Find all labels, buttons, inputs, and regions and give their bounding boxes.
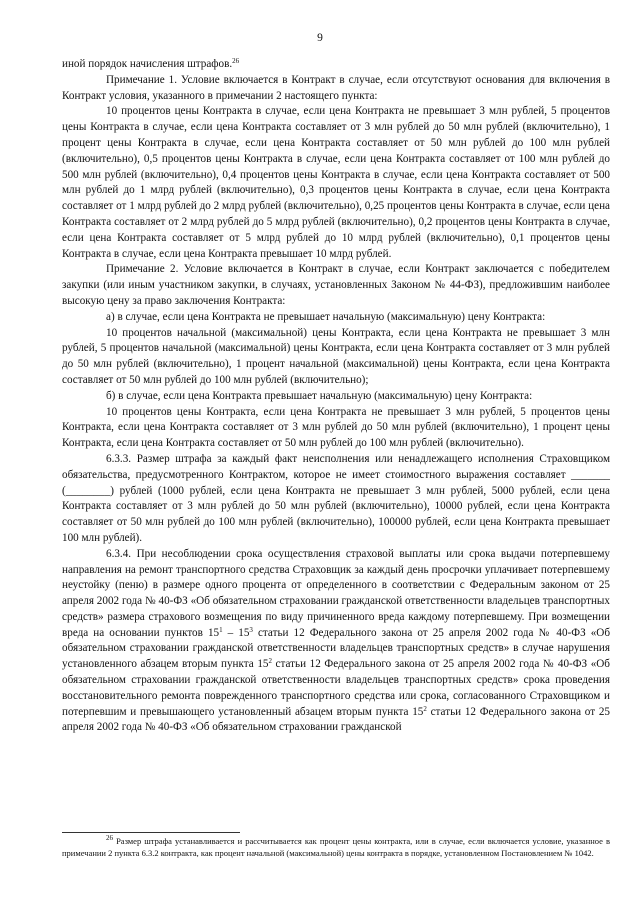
body-text xyxy=(62,57,610,736)
footnote-ref: 26 xyxy=(232,57,240,66)
paragraph: иной порядок начисления штрафов.$^{26}$ xyxy=(62,57,240,70)
paragraph: 10 процентов цены Контракта, если цена Контракта не превышает 3 млн рублей, 5 процентов цены Контракта, если цена Контракта составляет от 3 млн рублей до 50 млн рублей (включительно), 1 процент цены Контракта, если цена Контракта составляет от 50 млн рублей до 100 млн рублей (включительно). xyxy=(62,405,610,450)
paragraph: Примечание 2. Условие включается в Контракт в случае, если Контракт заключается с победителем закупки (или иным участником закупки, в случаях, установленных Законом № 44-ФЗ), предложившим наиболее высокую цену за право заключения Контракта: xyxy=(62,263,610,307)
page-number: 9 xyxy=(317,32,323,44)
paragraph: 10 процентов начальной (максимальной) цены Контракта, если цена Контракта не превышает 3 млн рублей, 5 процентов начальной (максимальной) цены Контракта, если цена Контракта составляет от 3 млн рублей до 50 млн рублей (включительно), 1 процент начальной (максимальной) цены Контракта, если цена Контракта составляет от 50 млн рублей до 100 млн рублей (включительно); xyxy=(62,326,610,386)
footnote-text: Размер штрафа устанавливается и рассчитывается как процент цены контракта, или в случае, если включается условие, указанное в примечании 2 пункта 6.3.2 контракта, как процент начальной (максимальной) цены контракта в порядке, установленном Постановлением № 1042. xyxy=(62,836,610,858)
footnote xyxy=(62,836,610,859)
paragraph: б) в случае, если цена Контракта превышает начальную (максимальную) цену Контракта: xyxy=(106,389,533,402)
paragraph: а) в случае, если цена Контракта не превышает начальную (максимальную) цену Контракта: xyxy=(106,310,546,323)
paragraph: 10 процентов цены Контракта в случае, если цена Контракта не превышает 3 млн рублей, 5 процентов цены Контракта в случае, если цена Контракта составляет от 3 млн рублей до 50 млн рублей (включительно), 1 процент цены Контракта в случае, если цена Контракта составляет от 50 млн рублей до 100 млн рублей (включительно), 0,5 процентов цены Контракта в случае, если цена Контракта составляет от 100 млн рублей до 500 млн рублей (включительно), 0,4 процентов цены Контракта в случае, если цена Контракта составляет от 500 млн рублей до 1 млрд рублей (включительно), 0,3 процентов цены Контракта в случае, если цена Контракта составляет от 1 млрд рублей до 2 млрд рублей (включительно), 0,25 процентов цены Контракта в случае, если цена Контракта составляет от 2 млрд рублей до 5 млрд рублей (включительно), 0,2 процентов цены Контракта в случае, если цена Контракта составляет от 5 млрд рублей до 10 млрд рублей (включительно), 0,1 процентов цены Контракта в случае, если цена Контракта превышает 10 млрд рублей. xyxy=(62,105,610,260)
paragraph: 6.3.3. Размер штрафа за каждый факт неисполнения или ненадлежащего исполнения Страховщиком обязательства, предусмотренного Контрактом, которое не имеет стоимостного выражения составляет _______ (________) рублей (1000 рублей, если цена Контракта не превышает 3 млн рублей, 5000 рублей, если цена Контракта составляет от 3 млн рублей до 50 млн рублей (включительно), 10000 рублей, если цена Контракта составляет от 50 млн рублей до 100 млн рублей (включительно), 100000 рублей, если цена Контракта превышает 100 млн рублей). xyxy=(62,452,610,544)
paragraph-6-3-4: 6.3.4. При несоблюдении срока осуществления страховой выплаты или срока выдачи потерпевшему направления на ремонт транспортного средства Страховщик за каждый день просрочки уплачивает потерпевшему неустойку (пеню) в размере одного процента от определенного в соответствии с Федеральным законом от 25 апреля 2002 года № 40-ФЗ «Об обязательном страховании гражданской ответственности владельцев транспортных средств» размера страхового возмещения по виду причиненного вреда каждому потерпевшему. При возмещении вреда на основании пунктов $15^1 - 15^3$ статьи 12 Федерального закона от 25 апреля 2002 года № 40-ФЗ «Об обязательном страховании гражданской ответственности владельцев транспортных средств» в случае нарушения установленного абзацем вторым пункта $15^2$ статьи 12 Федерального закона от 25 апреля 2002 года № 40-ФЗ «Об обязательном страховании гражданской ответственности владельцев транспортных средств» срока проведения восстановительного ремонта поврежденного транспортного средства или срока, согласованного Страховщиком и потерпевшим и превышающего установленный абзацем вторым пункта $15^2$ статьи 12 Федерального закона от 25 апреля 2002 года № 40-ФЗ «Об обязательном страховании гражданской xyxy=(62,547,610,734)
footnote-marker: 26 xyxy=(106,834,113,843)
footnote-separator xyxy=(62,832,240,833)
paragraph: Примечание 1. Условие включается в Контракт в случае, если отсутствуют основания для включения в Контракт условия, указанного в примечании 2 настоящего пункта: xyxy=(62,73,610,102)
